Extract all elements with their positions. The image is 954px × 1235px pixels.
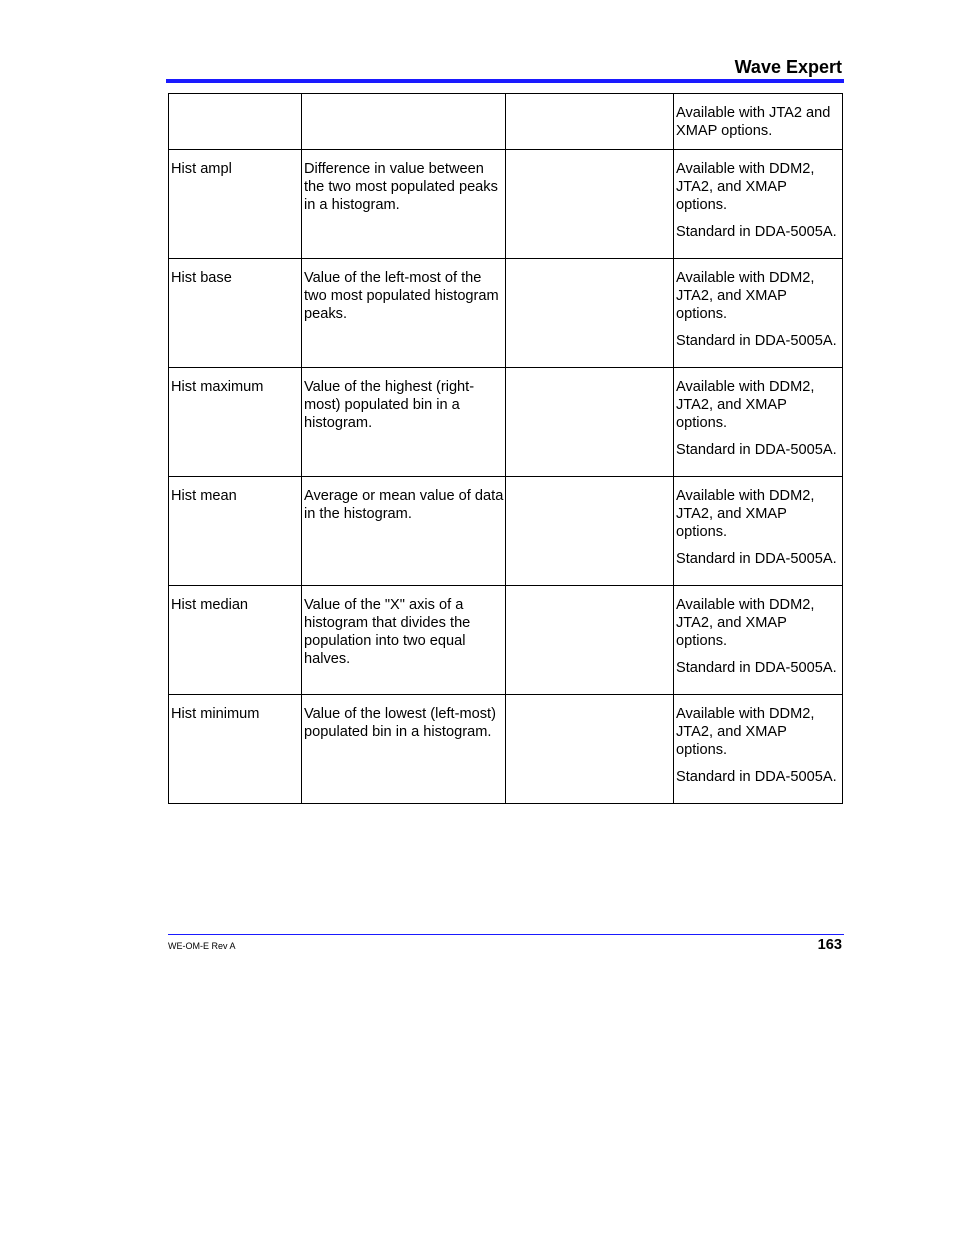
availability-text: Available with DDM2, JTA2, and XMAP options. [676, 379, 815, 431]
availability-text: Available with DDM2, JTA2, and XMAP options. [676, 706, 815, 758]
availability-text: Available with DDM2, JTA2, and XMAP options. [676, 270, 815, 322]
parameter-extra-cell [506, 94, 674, 150]
page-number: 163 [817, 937, 842, 953]
standard-text: Standard in DDA-5005A. [676, 551, 837, 567]
parameter-name-cell: Hist base [169, 259, 302, 368]
parameter-extra-cell [506, 368, 674, 477]
parameter-name-cell: Hist maximum [169, 368, 302, 477]
table-row [169, 150, 843, 259]
table-row [169, 695, 843, 804]
parameter-description-cell: Value of the highest (right-most) populated bin in a histogram. [302, 368, 506, 477]
parameter-availability-cell [674, 695, 843, 804]
standard-text: Standard in DDA-5005A. [676, 442, 837, 458]
parameter-availability-cell [674, 368, 843, 477]
parameter-availability-cell [674, 150, 843, 259]
availability-text: Available with JTA2 and XMAP options. [676, 105, 831, 139]
parameter-description-cell: Average or mean value of data in the histogram. [302, 477, 506, 586]
standard-text: Standard in DDA-5005A. [676, 333, 837, 349]
parameter-name-cell [169, 94, 302, 150]
parameter-name-cell: Hist mean [169, 477, 302, 586]
document-revision: WE-OM-E Rev A [168, 941, 236, 951]
table-row [169, 368, 843, 477]
parameter-extra-cell [506, 259, 674, 368]
parameter-description-cell: Value of the left-most of the two most populated histogram peaks. [302, 259, 506, 368]
parameter-description-cell: Difference in value between the two most populated peaks in a histogram. [302, 150, 506, 259]
table-row [169, 94, 843, 150]
parameter-availability-cell [674, 259, 843, 368]
standard-text: Standard in DDA-5005A. [676, 769, 837, 785]
parameter-description-cell: Value of the "X" axis of a histogram that divides the population into two equal halves. [302, 586, 506, 695]
parameter-description-cell: Value of the lowest (left-most) populated bin in a histogram. [302, 695, 506, 804]
parameter-availability-cell [674, 477, 843, 586]
parameter-availability-cell [674, 586, 843, 695]
parameter-description-cell [302, 94, 506, 150]
standard-text: Standard in DDA-5005A. [676, 660, 837, 676]
parameter-name-cell: Hist ampl [169, 150, 302, 259]
availability-text: Available with DDM2, JTA2, and XMAP options. [676, 488, 815, 540]
table-row [169, 586, 843, 695]
page-header-title: Wave Expert [734, 57, 842, 77]
standard-text: Standard in DDA-5005A. [676, 224, 837, 240]
parameter-extra-cell [506, 586, 674, 695]
parameter-extra-cell [506, 695, 674, 804]
table-row [169, 477, 843, 586]
parameter-availability-cell [674, 94, 843, 150]
parameter-extra-cell [506, 150, 674, 259]
measurement-table [168, 93, 843, 804]
parameter-name-cell: Hist median [169, 586, 302, 695]
availability-text: Available with DDM2, JTA2, and XMAP options. [676, 597, 815, 649]
parameter-name-cell: Hist minimum [169, 695, 302, 804]
footer-rule [168, 934, 844, 935]
parameter-extra-cell [506, 477, 674, 586]
table-row [169, 259, 843, 368]
header-rule [166, 79, 844, 83]
availability-text: Available with DDM2, JTA2, and XMAP options. [676, 161, 815, 213]
